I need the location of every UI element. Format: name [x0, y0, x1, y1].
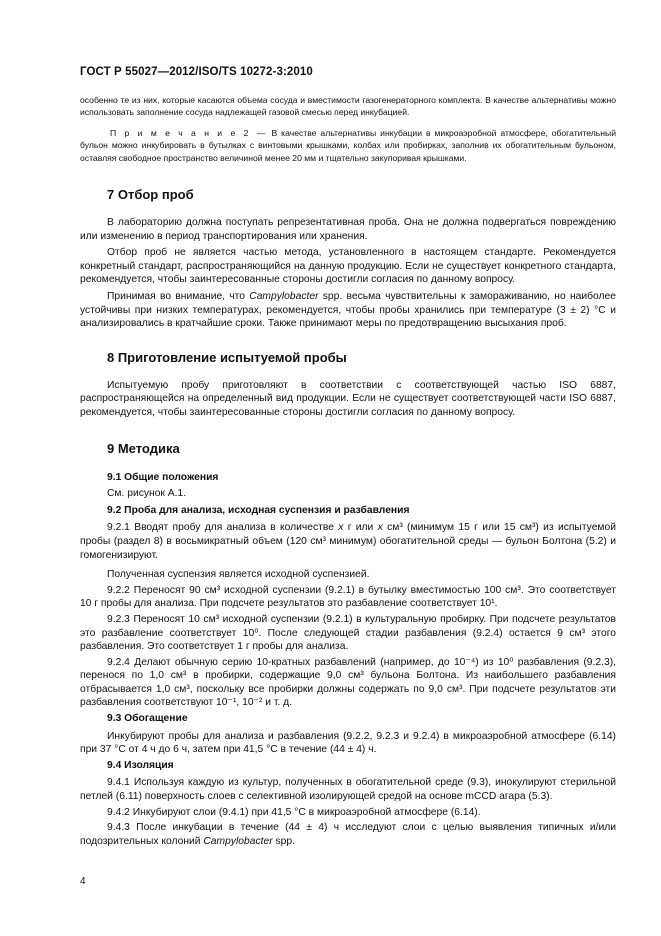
s7-paragraph-2: Отбор проб не является частью метода, установленного в настоящем стандарте. Рекомендуется конкретный стандарт, распространяющийся на данную продукцию. Если не существует конкретного стандарта, рекомендуется, чтобы заинтересованные стороны достигли согласия по данному вопросу. [80, 247, 616, 286]
s9-1-title: 9.1 Общие положения [107, 471, 219, 483]
page-number: 4 [80, 876, 86, 887]
note-label: П р и м е ч а н и е 2 — [110, 127, 268, 138]
s9-1-text: См. рисунок А.1. [107, 488, 187, 500]
note-2 [80, 127, 616, 164]
s9-4-1-paragraph: 9.4.1 Используя каждую из культур, полученных в обогатительной среде (9.3), инокулируют стерильной петлей (6.11) поверхность слоев с селективной изолирующей средой на основе mCCD агара (5.3). [80, 777, 616, 803]
s9-2-4-paragraph: 9.2.4 Делают обычную серию 10-кратных разбавлений (например, до 10⁻⁴) из 10⁰ разбавления (9.2.3), перенося по 1,0 см³ в пробирки, содержащие 9,0 см³ бульона Болтона. Из наибольшего разбавления отбрасывается 1,0 см³, поскольку все пробирки должны содержать по 9,0 см³. При подсчете результатов эти разбавления соответствуют 10⁻¹, 10⁻² и т. д. [80, 656, 616, 709]
section-7-title: 7 Отбор проб [107, 187, 194, 203]
document-header: ГОСТ Р 55027—2012/ISO/TS 10272-3:2010 [80, 66, 313, 78]
s9-3-paragraph: Инкубируют пробы для анализа и разбавления (9.2.2, 9.2.3 и 9.2.4) в микроаэробной атмосфере (6.14) при 37 °С от 4 ч до 6 ч, затем при 41,5 °С в течение (44 ± 4) ч. [80, 730, 616, 756]
s9-4-title: 9.4 Изоляция [107, 759, 174, 771]
s9-2-3-paragraph: 9.2.3 Переносят 10 см³ исходной суспензии (9.2.1) в культуральную пробирку. При подсчете результатов это разбавление соответствует 10⁰. После следующей стадии разбавления (9.2.4) остается 9 см³ этого разбавления. Это соответствует 1 г пробы для анализа. [80, 613, 616, 653]
intro-paragraph: особенно те из них, которые касаются объема сосуда и вместимости газогенераторного комплекта. В качестве альтернативы можно использовать заполнение сосуда надлежащей газовой смесью перед инкубацией. [80, 95, 616, 118]
s9-2-title: 9.2 Проба для анализа, исходная суспензия и разбавления [107, 504, 410, 516]
s9-4-2-paragraph: 9.4.2 Инкубируют слои (9.4.1) при 41,5 °С в микроаэробной атмосфере (6.14). [107, 806, 481, 818]
s8-paragraph-1: Испытуемую пробу приготовляют в соответствии с соответствующей частью ISO 6887, распространяющейся на определенный вид продукции. Если не существует соответствующей части ISO 6887, рекомендуется, чтобы заинтересованные стороны достигли согласия по данному вопросу. [80, 379, 616, 418]
suspension-paragraph: Полученная суспензия является исходной суспензией. [107, 569, 370, 581]
s9-3-title: 9.3 Обогащение [107, 713, 188, 725]
section-8-title: 8 Приготовление испытуемой пробы [107, 349, 347, 365]
s9-2-2-paragraph: 9.2.2 Переносят 90 см³ исходной суспензии (9.2.1) в бутылку вместимостью 100 см³. Это соответствует 10 г пробы для анализа. При подсчете результатов это разбавление соответствует 10¹. [80, 584, 616, 610]
s7-paragraph-3: Принимая во внимание, что Campylobacter spp. весьма чувствительны к замораживанию, но наиболее устойчивы при низких температурах, рекомендуется, чтобы пробы хранились при температуре (3 ± 2) °С и анализировались в кратчайшие сроки. Также принимают меры по предотвращению высыхания проб. [80, 291, 616, 330]
note-text: В качестве альтернативы инкубации в микроаэробной атмосфере, обогатительный бульон можно инкубировать в бутылках с винтовыми крышками, колбах или пробирках, заполнив их обогатительным бульоном, оставляя свободное пространство величиной менее 20 мм и тщательно закупоривая крышками. [80, 127, 617, 163]
s9-2-1-paragraph: 9.2.1 Вводят пробу для анализа в количестве x г или x см³ (минимум 15 г или 15 см³) из испытуемой пробы (раздел 8) в восьмикратный объем (120 см³ минимум) обогатительной среды — бульон Болтона (5.2) и гомогенизируют. [80, 522, 616, 561]
section-9-title: 9 Методика [107, 440, 180, 456]
s7-paragraph-1: В лабораторию должна поступать репрезентативная проба. Она не должна подвергаться повреждению или изменению в период транспортирования или хранения. [80, 217, 616, 242]
s9-4-3-paragraph: 9.4.3 После инкубации в течение (44 ± 4) ч исследуют слои с целью выявления типичных и/или подозрительных колоний Campylobacter spp. [80, 822, 616, 847]
document-body [80, 94, 616, 848]
